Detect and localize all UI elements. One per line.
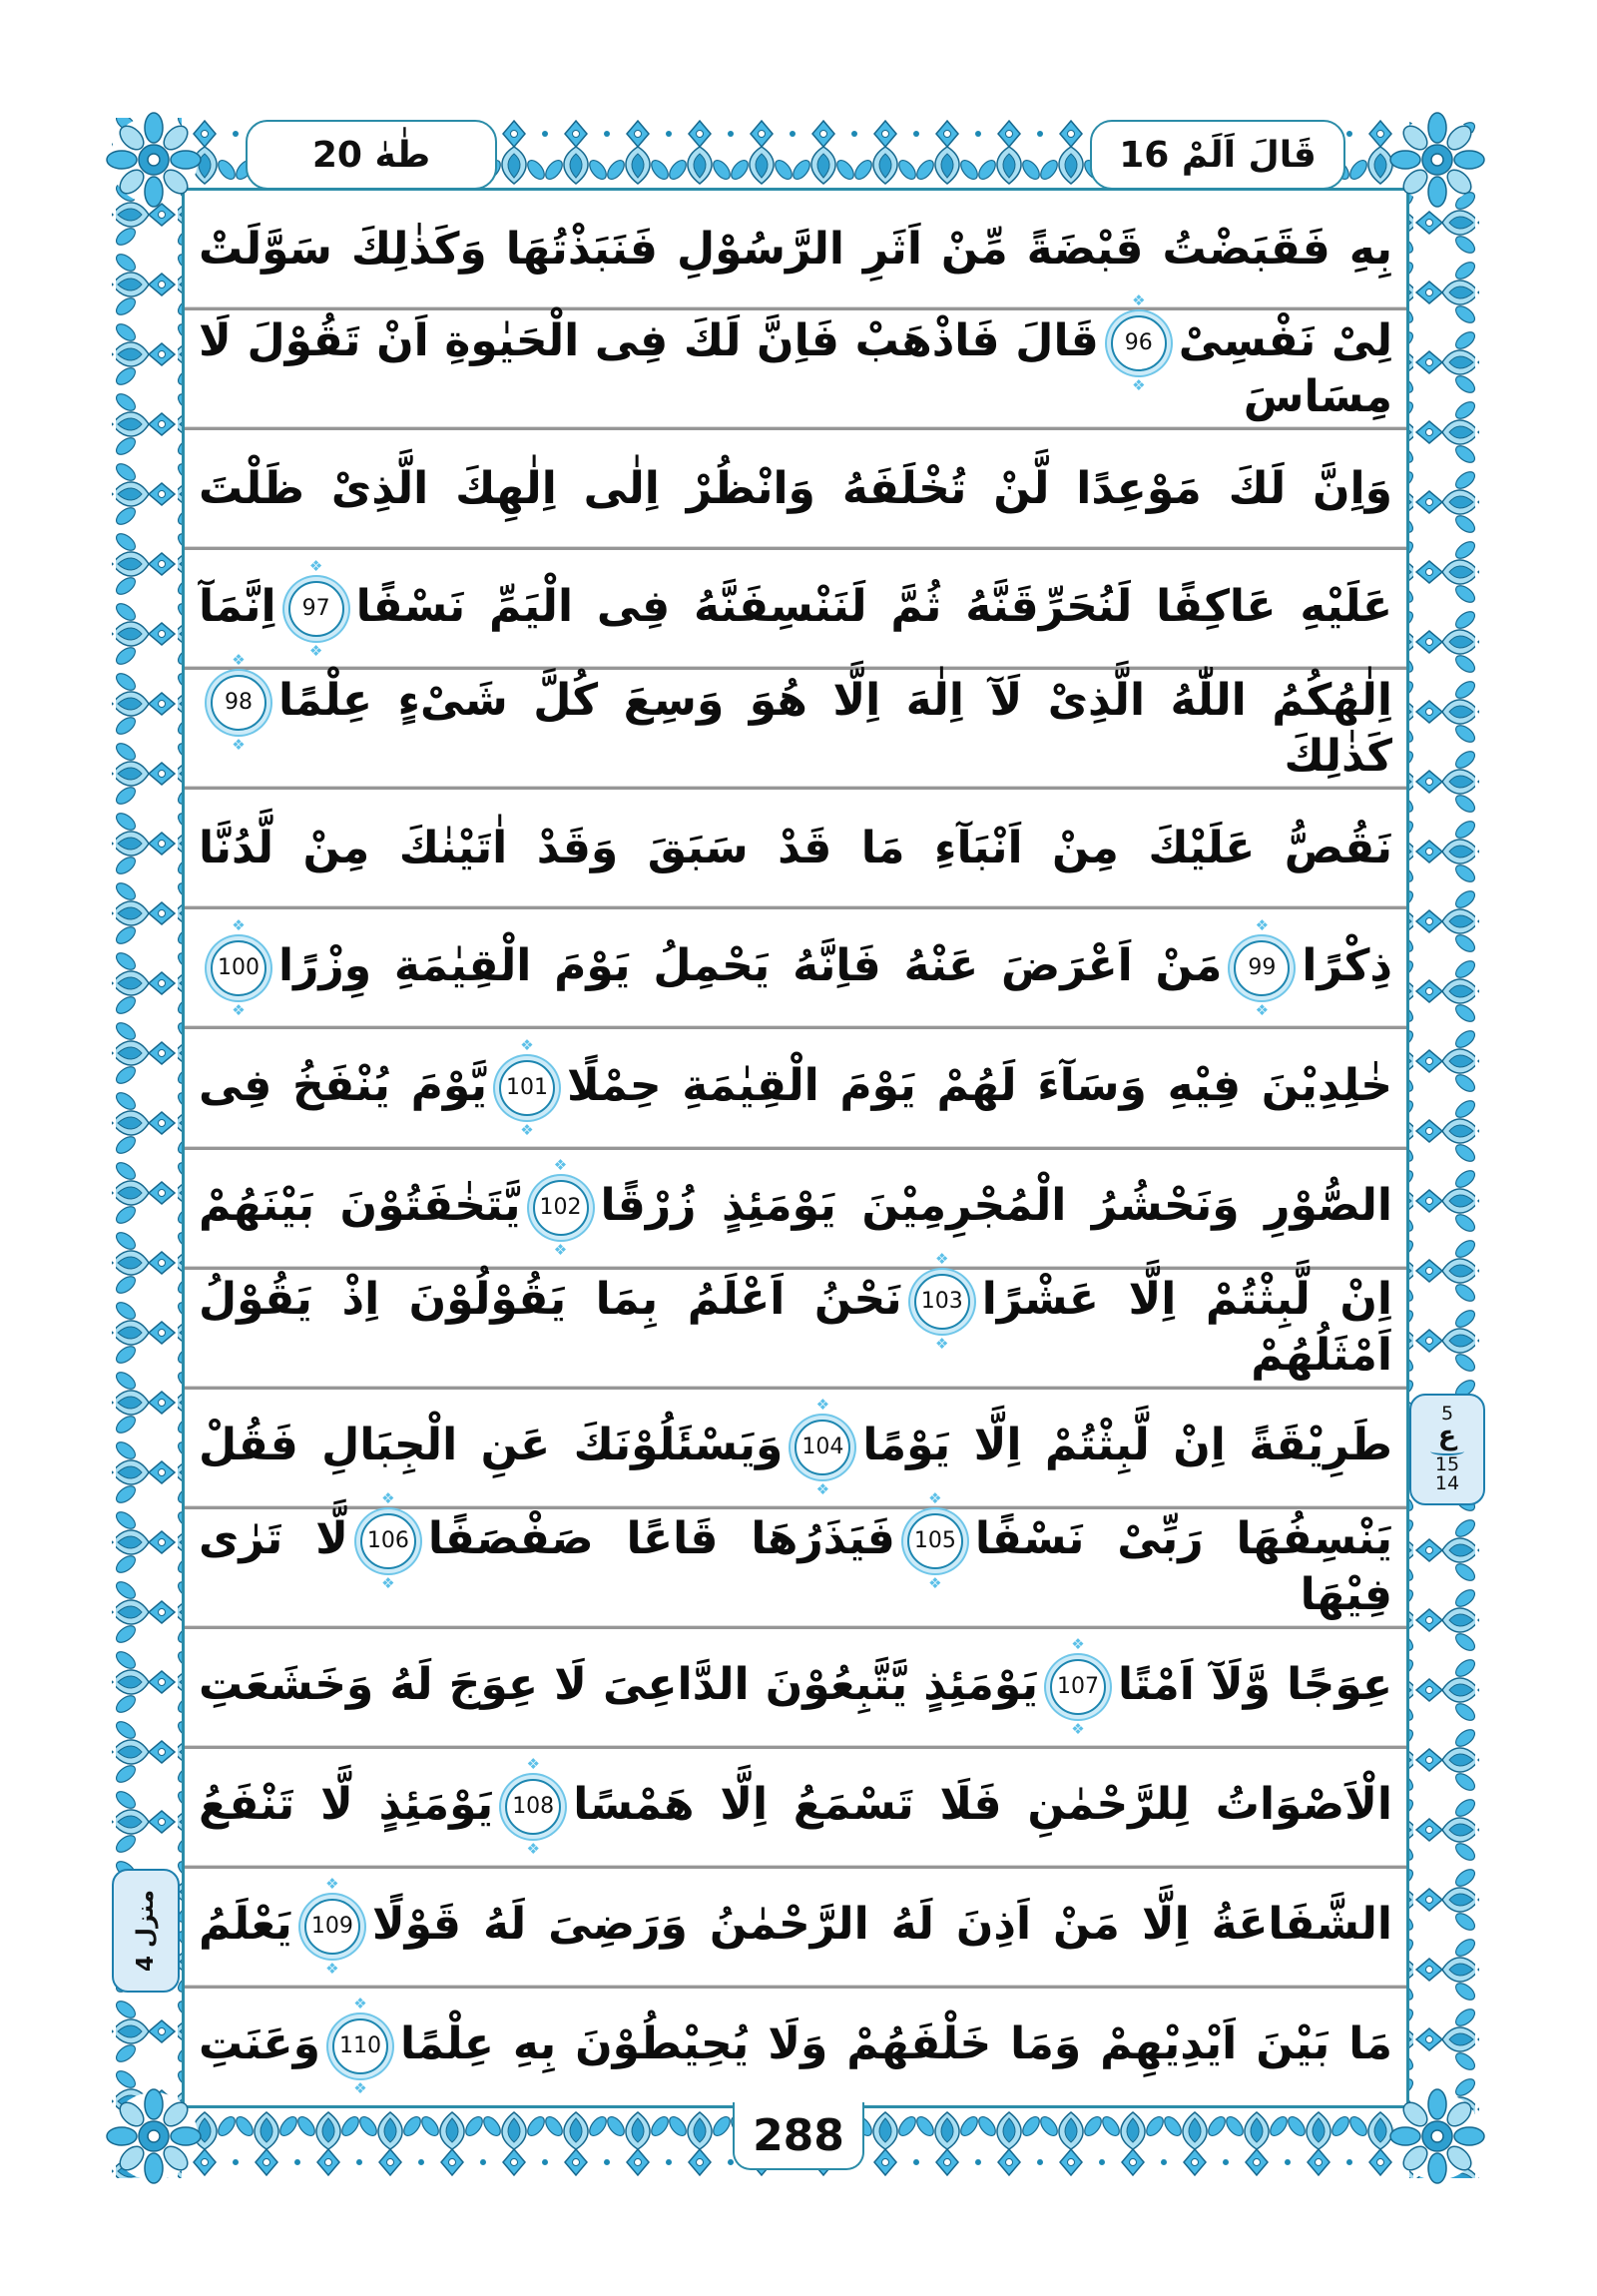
border-ornament-right: [1409, 118, 1479, 2178]
ruku-ain-symbol: ع: [1437, 1420, 1457, 1451]
quran-line-text: عِوَجًا وَّلَآ اَمْتًا❖ 107 ❖يَوْمَئِذٍ يَّتَّبِعُوْنَ الدَّاعِىَ لَا عِوَجَ لَهُ وَخَشَعَتِ: [199, 1659, 1392, 1715]
verse-number-marker: ❖ 96 ❖: [1111, 315, 1167, 371]
quran-line-text: اِنْ لَّبِثْتُمْ اِلَّا عَشْرًا❖ 103 ❖نَحْنُ اَعْلَمُ بِمَا يَقُوْلُوْنَ اِذْ يَقُوْلُ اَمْثَلُهُمْ: [199, 1274, 1392, 1382]
ruku-verse-count: 15: [1434, 1452, 1460, 1475]
verse-number-marker: ❖ 98 ❖: [211, 675, 266, 731]
verse-number-marker: ❖ 105 ❖: [907, 1513, 963, 1569]
verse-number-marker: ❖ 99 ❖: [1234, 940, 1290, 996]
quran-line-text: ذِكْرًا❖ 99 ❖مَنْ اَعْرَضَ عَنْهُ فَاِنَّهُ يَحْمِلُ يَوْمَ الْقِيٰمَةِ وِزْرًا❖ 100 ❖: [199, 940, 1392, 996]
verse-number-marker: ❖ 97 ❖: [288, 581, 344, 637]
page-border-frame: [112, 118, 1479, 2178]
quran-line-text: نَقُصُّ عَلَيْكَ مِنْ اَنْبَآءِ مَا قَدْ سَبَقَ وَقَدْ اٰتَيْنٰكَ مِنْ لَّدُنَّا: [199, 822, 1392, 873]
quran-line-text: لِىْ نَفْسِىْ❖ 96 ❖قَالَ فَاذْهَبْ فَاِنَّ لَكَ فِى الْحَيٰوةِ اَنْ تَقُوْلَ لَا مِسَاسَ: [199, 315, 1392, 423]
quran-line-row: [185, 1989, 1406, 2105]
surah-name-label: طٰهٰ 20: [311, 134, 431, 176]
corner-rosette-top-right: [1389, 112, 1485, 208]
quran-line-row: [185, 1749, 1406, 1869]
quran-line-text: الْاَصْوَاتُ لِلرَّحْمٰنِ فَلَا تَسْمَعُ اِلَّا هَمْسًا❖ 108 ❖يَوْمَئِذٍ لَّا تَنْفَعُ: [199, 1779, 1392, 1835]
quran-line-text: اِلٰهُكُمُ اللّٰهُ الَّذِىْ لَآ اِلٰهَ اِلَّا هُوَ وَسِعَ كُلَّ شَىْءٍ عِلْمًا❖ 98 ❖كَذٰلِكَ: [199, 675, 1392, 783]
quran-line-row: [185, 1390, 1406, 1509]
quran-line-row: [185, 670, 1406, 790]
quran-line-text: طَرِيْقَةً اِنْ لَّبِثْتُمْ اِلَّا يَوْمًا❖ 104 ❖وَيَسْئَلُوْنَكَ عَنِ الْجِبَالِ فَقُلْ: [199, 1420, 1392, 1475]
quran-line-row: [185, 550, 1406, 670]
quran-line-row: [185, 191, 1406, 310]
juz-name-label: قَالَ اَلَمْ 16: [1119, 134, 1317, 176]
ruku-surah-count: 5: [1440, 1402, 1454, 1425]
quran-line-text: وَاِنَّ لَكَ مَوْعِدًا لَّنْ تُخْلَفَهُ وَانْظُرْ اِلٰى اِلٰهِكَ الَّذِىْ ظَلْتَ: [199, 462, 1392, 514]
quran-line-text: خٰلِدِيْنَ فِيْهِ وَسَآءَ لَهُمْ يَوْمَ الْقِيٰمَةِ حِمْلًا❖ 101 ❖يَّوْمَ يُنْفَخُ فِى: [199, 1060, 1392, 1116]
surah-name-tab: [246, 120, 497, 190]
verse-number-marker: ❖ 104 ❖: [795, 1420, 850, 1475]
quran-line-row: [185, 1509, 1406, 1629]
corner-rosette-bottom-right: [1389, 2088, 1485, 2184]
quran-line-text: يَنْسِفُهَا رَبِّىْ نَسْفًا❖ 105 ❖فَيَذَرُهَا قَاعًا صَفْصَفًا❖ 106 ❖لَّا تَرٰى فِيْهَا: [199, 1513, 1392, 1621]
quran-line-text: الصُّوْرِ وَنَحْشُرُ الْمُجْرِمِيْنَ يَوْمَئِذٍ زُرْقًا❖ 102 ❖يَّتَخٰفَتُوْنَ بَيْنَهُمْ: [199, 1180, 1392, 1236]
quran-line-row: [185, 1629, 1406, 1749]
verse-number-marker: ❖ 110 ❖: [332, 2018, 388, 2074]
verse-number-marker: ❖ 107 ❖: [1050, 1659, 1106, 1715]
quran-line-text: بِهِ فَقَبَضْتُ قَبْضَةً مِّنْ اَثَرِ الرَّسُوْلِ فَنَبَذْتُهَا وَكَذٰلِكَ سَوَّلَتْ: [199, 223, 1392, 275]
quran-line-row: [185, 1270, 1406, 1390]
page-number: 288: [753, 2109, 844, 2161]
quran-line-row: [185, 1869, 1406, 1989]
page-number-tab: [733, 2102, 864, 2170]
verse-number-marker: ❖ 100 ❖: [211, 940, 266, 996]
quran-text-area: [182, 188, 1409, 2108]
corner-rosette-bottom-left: [106, 2088, 202, 2184]
ruku-marker-box: [1409, 1394, 1485, 1505]
verse-number-marker: ❖ 109 ❖: [304, 1899, 360, 1955]
manzil-marker-box: [112, 1869, 180, 1993]
verse-number-marker: ❖ 103 ❖: [914, 1274, 970, 1330]
quran-line-text: الشَّفَاعَةُ اِلَّا مَنْ اَذِنَ لَهُ الرَّحْمٰنُ وَرَضِىَ لَهُ قَوْلًا❖ 109 ❖يَعْلَمُ: [199, 1899, 1392, 1955]
verse-number-marker: ❖ 101 ❖: [499, 1060, 555, 1116]
quran-line-row: [185, 310, 1406, 430]
quran-line-text: مَا بَيْنَ اَيْدِيْهِمْ وَمَا خَلْفَهُمْ وَلَا يُحِيْطُوْنَ بِهِ عِلْمًا❖ 110 ❖وَعَنَتِ: [199, 2018, 1392, 2074]
ruku-juz-count: 14: [1434, 1472, 1460, 1495]
verse-number-marker: ❖ 106 ❖: [360, 1513, 416, 1569]
quran-line-row: [185, 790, 1406, 909]
verse-number-marker: ❖ 108 ❖: [505, 1779, 561, 1835]
manzil-label: منزل 4: [133, 1890, 160, 1972]
quran-line-row: [185, 1150, 1406, 1270]
quran-line-row: [185, 909, 1406, 1029]
juz-name-tab: [1090, 120, 1345, 190]
quran-line-row: [185, 1029, 1406, 1149]
quran-line-row: [185, 430, 1406, 550]
quran-line-text: عَلَيْهِ عَاكِفًا لَنُحَرِّقَنَّهُ ثُمَّ لَنَنْسِفَنَّهُ فِى الْيَمِّ نَسْفًا❖ 97 ❖اِنَّمَآ: [199, 581, 1392, 637]
corner-rosette-top-left: [106, 112, 202, 208]
verse-number-marker: ❖ 102 ❖: [533, 1180, 589, 1236]
